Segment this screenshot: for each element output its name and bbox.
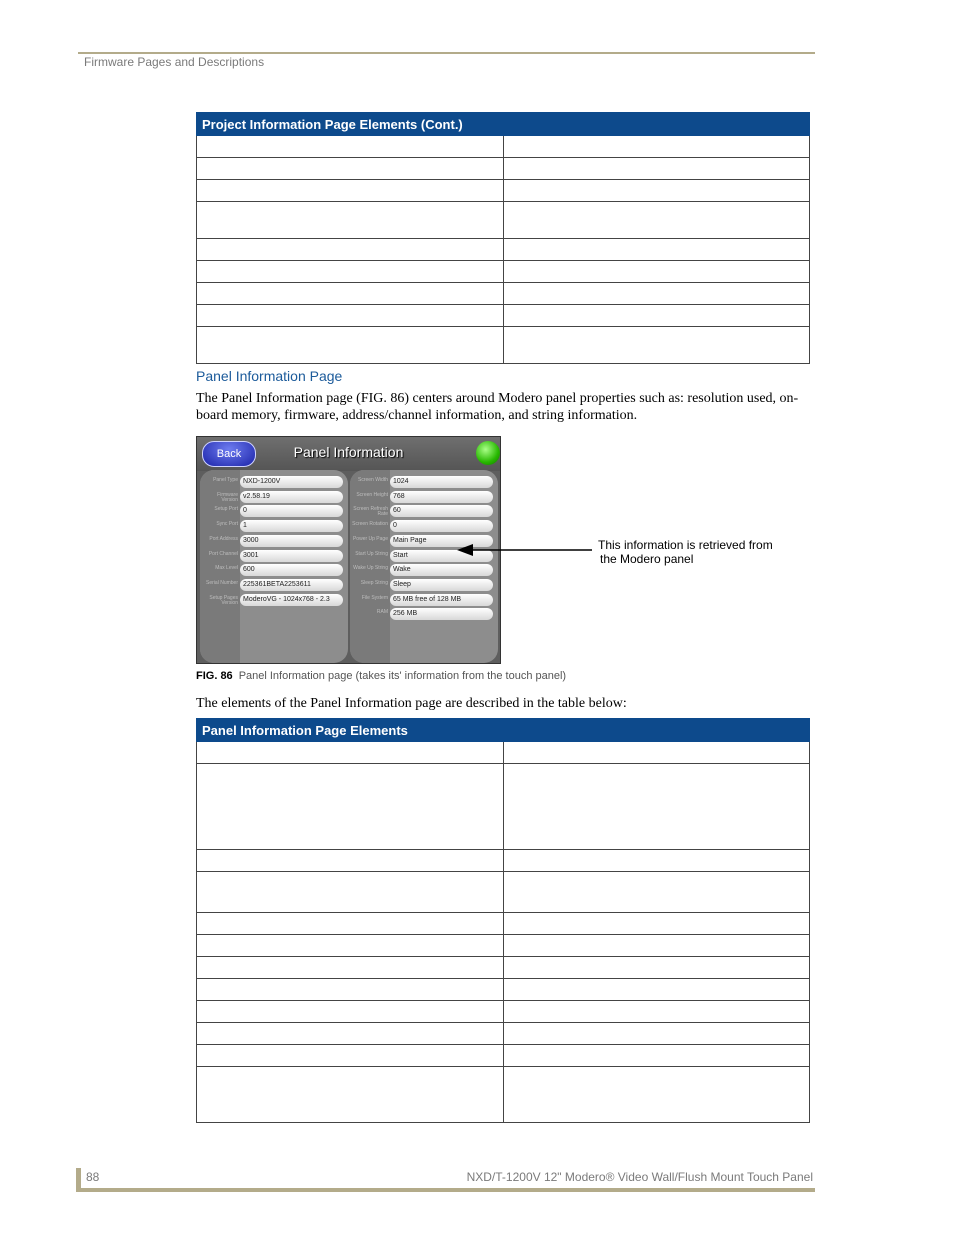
footer-bar: [76, 1168, 81, 1192]
info-value-field: 1024: [390, 476, 493, 488]
info-label: RAM: [376, 609, 388, 616]
info-label: Power Up Page: [352, 535, 388, 542]
info-value-field: 3000: [240, 535, 343, 547]
table-cell-description: [503, 935, 810, 957]
table-cell-element: [197, 202, 504, 239]
info-row: [200, 594, 348, 607]
info-row: [200, 535, 348, 548]
table-cell-description: [503, 202, 810, 239]
figure-label: FIG. 86: [196, 670, 233, 682]
info-row: [350, 579, 498, 592]
table-cell-element: [197, 136, 504, 158]
table-row: [197, 957, 810, 979]
table-cell-element: [197, 1067, 504, 1123]
info-row: [200, 505, 348, 518]
info-label: Wake Up String: [353, 565, 388, 572]
table-row: [197, 327, 810, 364]
info-row: [350, 594, 498, 607]
table-row: [197, 764, 810, 850]
table-cell-element: [197, 957, 504, 979]
info-row: [200, 491, 348, 504]
info-row: [350, 564, 498, 577]
page-number: 88: [86, 1170, 100, 1184]
info-label: Firmware Version: [217, 491, 238, 503]
table-cell-description: [503, 327, 810, 364]
info-label: Panel Type: [213, 477, 238, 483]
info-label: Serial Number: [206, 579, 238, 586]
table-row: [197, 913, 810, 935]
info-value-field: 0: [240, 505, 343, 517]
table-row: [197, 872, 810, 913]
info-row: [200, 564, 348, 577]
back-button[interactable]: Back: [202, 441, 256, 467]
table-row: [197, 261, 810, 283]
info-row: [200, 579, 348, 592]
table-cell-element: [197, 742, 504, 764]
table-row: [197, 239, 810, 261]
table-cell-description: [503, 239, 810, 261]
info-value-field: 0: [390, 520, 493, 532]
figure-caption-text: Panel Information page (takes its' information from the touch panel): [238, 670, 567, 682]
table-cell-element: [197, 158, 504, 180]
info-value-field: ModeroVG - 1024x768 - 2.3: [240, 594, 343, 606]
info-label: Screen Width: [357, 477, 388, 483]
table-row: [197, 158, 810, 180]
table-cell-element: [197, 913, 504, 935]
table-row: [197, 202, 810, 239]
table-title: Panel Information Page Elements: [197, 719, 810, 742]
table-intro: The elements of the Panel Information page are described in the table below:: [196, 696, 627, 711]
info-label: Screen Rotation: [352, 521, 388, 528]
table-row: [197, 136, 810, 158]
callout-arrow-icon: [455, 540, 595, 560]
info-row: [200, 550, 348, 563]
info-label: File System: [361, 594, 388, 601]
table-cell-description: [503, 136, 810, 158]
info-value-field: Wake: [390, 564, 493, 576]
table-cell-description: [503, 872, 810, 913]
info-row: [350, 491, 498, 504]
info-value-field: 256 MB: [390, 608, 493, 620]
callout-text: [598, 538, 773, 566]
info-label: Screen Refresh Rate: [353, 506, 388, 518]
info-row: [350, 476, 498, 489]
table-cell-description: [503, 742, 810, 764]
header-section-title: Firmware Pages and Descriptions: [84, 55, 265, 69]
header-rule: [78, 52, 815, 54]
table-cell-element: [197, 979, 504, 1001]
info-value-field: Main Page: [390, 535, 493, 547]
table-cell-element: [197, 1023, 504, 1045]
table-cell-description: [503, 913, 810, 935]
callout-line-2: the Modero panel: [600, 552, 694, 566]
info-label: Setup Pages Version: [209, 594, 238, 606]
info-value-field: 225361BETA2253611: [240, 579, 343, 591]
panel-info-table: [196, 718, 810, 1123]
info-row: [350, 520, 498, 533]
info-label: Port Address: [209, 535, 238, 542]
project-info-table: [196, 112, 810, 364]
table-cell-description: [503, 850, 810, 872]
table-cell-description: [503, 957, 810, 979]
table-cell-description: [503, 283, 810, 305]
info-label: Screen Height: [356, 491, 388, 498]
info-value-field: Start: [390, 550, 493, 562]
table-cell-element: [197, 327, 504, 364]
table-cell-description: [503, 1023, 810, 1045]
footer-rule: [78, 1188, 815, 1192]
screenshot-title: Panel Information: [293, 444, 404, 460]
section-intro: The Panel Information page (FIG. 86) centers around Modero panel properties such as: resolution used, on-board memory, firmware, address/channel information, and string information.: [196, 391, 799, 423]
table-cell-description: [503, 180, 810, 202]
table-cell-element: [197, 764, 504, 850]
info-label: Sleep String: [360, 579, 388, 586]
table-cell-element: [197, 850, 504, 872]
status-led-icon: [476, 441, 500, 465]
info-row: [350, 608, 498, 621]
callout-line-1: This information is retrieved from: [598, 538, 773, 552]
table-cell-description: [503, 1045, 810, 1067]
info-label: Port Channel: [208, 550, 238, 557]
table-cell-element: [197, 261, 504, 283]
left-info-panel: [200, 470, 348, 663]
info-value-field: 1: [240, 520, 343, 532]
table-row: [197, 1023, 810, 1045]
table-row: [197, 283, 810, 305]
table-row: [197, 305, 810, 327]
info-value-field: Sleep: [390, 579, 493, 591]
info-label: Start Up String: [355, 550, 388, 557]
table-cell-description: [503, 979, 810, 1001]
info-value-field: NXD-1200V: [240, 476, 343, 488]
table-cell-element: [197, 180, 504, 202]
info-value-field: 60: [390, 505, 493, 517]
table-cell-description: [503, 764, 810, 850]
table-row: [197, 850, 810, 872]
table-cell-element: [197, 872, 504, 913]
table-cell-element: [197, 283, 504, 305]
table-cell-description: [503, 305, 810, 327]
info-label: Setup Port: [214, 506, 238, 513]
table-cell-element: [197, 935, 504, 957]
table-row: [197, 180, 810, 202]
info-label: Max Level: [215, 565, 238, 572]
table-cell-description: [503, 1001, 810, 1023]
info-value-field: 600: [240, 564, 343, 576]
table-cell-element: [197, 305, 504, 327]
table-cell-description: [503, 261, 810, 283]
table-row: [197, 935, 810, 957]
footer-doc-title: NXD/T-1200V 12" Modero® Video Wall/Flush Mount Touch Panel: [466, 1170, 813, 1184]
info-value-field: 65 MB free of 128 MB: [390, 594, 493, 606]
table-row: [197, 1001, 810, 1023]
section-heading: Panel Information Page: [196, 368, 343, 384]
table-cell-element: [197, 239, 504, 261]
info-row: [350, 505, 498, 518]
info-value-field: v2.58.19: [240, 491, 343, 503]
table-row: [197, 742, 810, 764]
table-row: [197, 979, 810, 1001]
table-cell-description: [503, 158, 810, 180]
right-info-panel: [350, 470, 498, 663]
table-row: [197, 1045, 810, 1067]
info-value-field: 768: [390, 491, 493, 503]
table-cell-element: [197, 1045, 504, 1067]
table-cell-description: [503, 1067, 810, 1123]
figure-caption: [196, 670, 566, 682]
table-title: Project Information Page Elements (Cont.): [197, 113, 810, 136]
info-row: [200, 520, 348, 533]
info-row: [200, 476, 348, 489]
table-row: [197, 1067, 810, 1123]
info-label: Sync Port: [216, 521, 238, 528]
table-cell-element: [197, 1001, 504, 1023]
info-value-field: 3001: [240, 550, 343, 562]
